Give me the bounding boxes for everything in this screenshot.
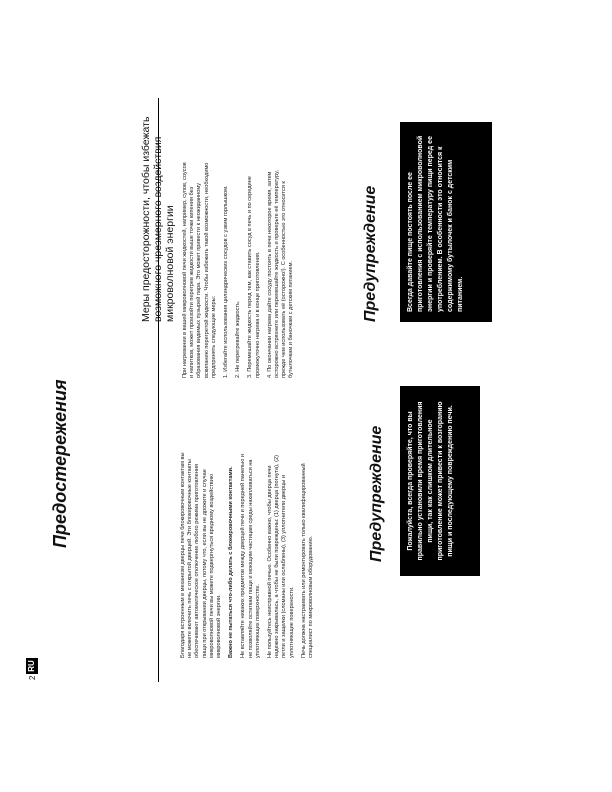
list-item: 1. Избегайте использования цилиндрических сосудов с узким горлышком.	[223, 185, 230, 378]
left-intro: Благодаря встроенным в механизм дверцы печи блокировочным контактам вы не можете включить печь с открытой дверцей. Эти блокировочные контакты обеспечивают автоматическое отключение любого режима приготовления пищи при открывании дверцы, потому что, если вы не дрожите и случае микроволновой печи вы можете подвергнуться вредному воздействию микроволновой энергии.	[180, 452, 223, 658]
right-warning-heading: Предупреждение	[362, 185, 379, 322]
list-item: 2. Не перегревайте жидкость.	[235, 300, 242, 378]
right-body	[182, 158, 301, 378]
left-warning-box: Пожалуйста, всегда проверяйте, что вы правильно установили время приготовления пищи, так как слишком длительное приготовление может привести к возгоранию пищи и последующему повреждению печи.	[400, 386, 480, 576]
left-warning-heading: Предупреждение	[368, 425, 385, 562]
right-warning-box: Всегда давайте пище постоять после ее приготовления с использованием микроволновой энергии и проверяйте температуру пищи перед ее употреблением. В особенности это относится к содержимому бутылочек и банок с детским питанием.	[400, 122, 492, 322]
page-number: 2	[28, 675, 37, 680]
left-paragraph-4: Печь должна настраивать или ремонтировать только квалифицированный специалист по микроволновым оборудованию.	[300, 463, 315, 658]
microwave-precautions-title: Меры предосторожности, чтобы избежать возможного чрезмерного воздействия микроволновой энергии	[140, 116, 176, 322]
left-body	[180, 452, 320, 658]
language-badge: RU	[26, 658, 38, 674]
right-intro: При нагревании в вашей микроволновой печи жидкостей, например, супов, соусов и напитков, может произойти перегрев жидкости выше точки кипения без образования видимых пузырей пара. Это может привести к неожиданному вскипанию перегретой жидкости. Чтобы избежать такой возможности, необходимо предпринять следующие меры:	[182, 162, 217, 378]
list-item: 4. По окончании нагрева дайте сосуду постоять в печи некоторое время, затем осторожно встряхните или перемешайте жидкость и проверьте её температуру, прежде чем использовать её (осторожно!). С особенностью это относится к бутылочкам и баночкам с детским питанием.	[266, 170, 295, 378]
right-list	[223, 158, 296, 378]
left-paragraph-3: Не пользуйтесь неисправной печью. Особенно важно, чтобы дверца печи надежно закрывалась, а чтобы не были повреждены: (1) дверца (погнута), (2) петли и защелки (сломаны или ослаблены), (3) уплотнители дверцы и уплотняющие поверхности.	[267, 455, 295, 658]
left-paragraph-2: Не вставляйте никаких предметов между дверцей печи и передней панелью и не позволяйте остаткам пищи и моющим частицам среды накапливаться на уплотняющих поверхностях.	[240, 454, 261, 658]
left-bold-line: Важно не пытаться что-либо делать с блокировочными контактами.	[228, 466, 235, 658]
list-item: 3. Перемешайте жидкость перед тем, как ставить сосуд в печь и по середине промежуточно нагрева и в конце приготовления.	[247, 176, 261, 378]
precautions-title: Предостережения	[50, 379, 70, 548]
